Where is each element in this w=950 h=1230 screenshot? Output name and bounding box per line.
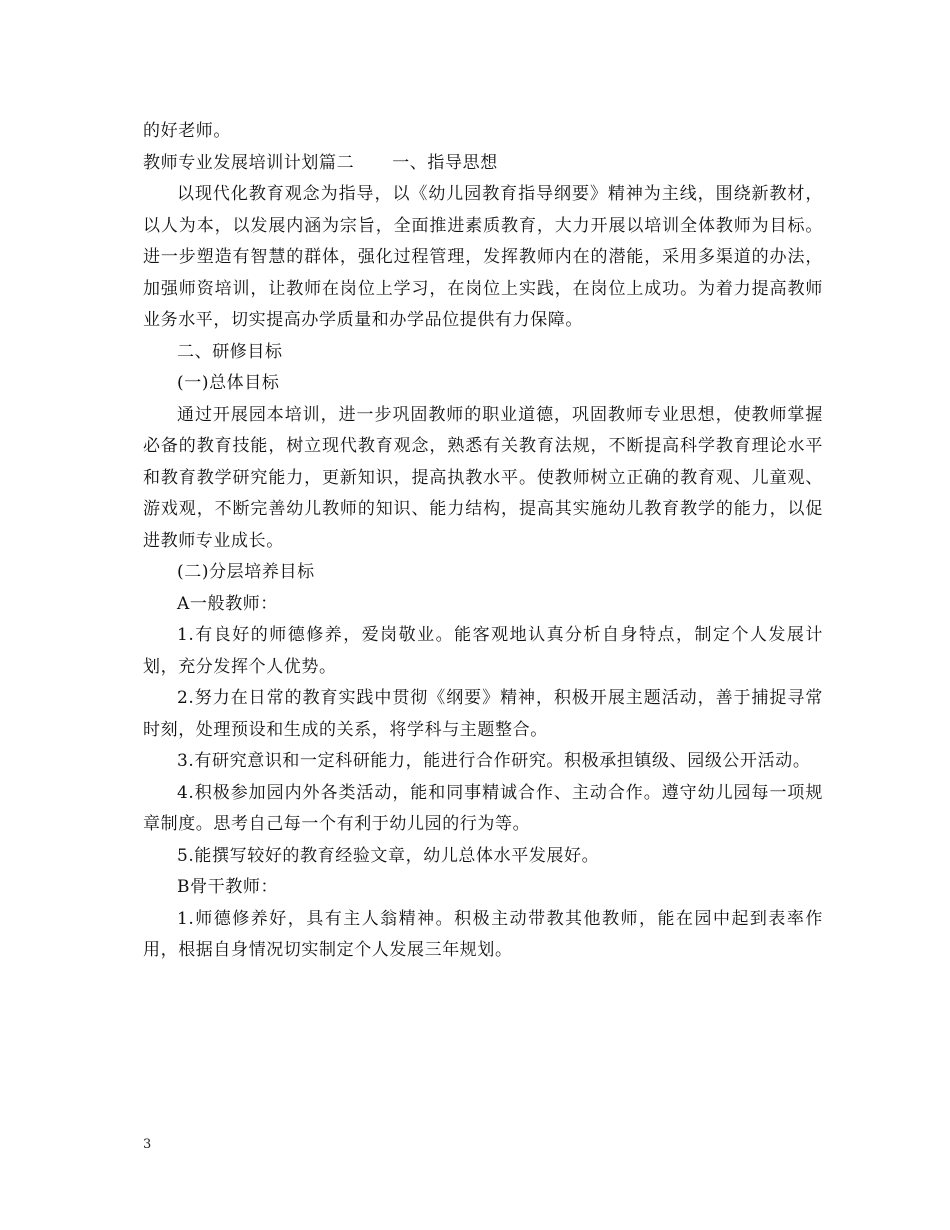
paragraph-guiding-ideology: 以现代化教育观念为指导，以《幼儿园教育指导纲要》精神为主线，围绕新教材，以人为本，以发展内涵为宗旨，全面推进素质教育，大力开展以培训全体教师为目标。进一步塑造有智慧的群体，强化过程管理，发挥教师内在的潜能，采用多渠道的办法，加强师资培训，让教师在岗位上学习，在岗位上实践，在岗位上成功。为着力提高教师业务水平，切实提高办学质量和办学品位提供有力保障。 <box>143 184 823 330</box>
section-heading-line <box>143 148 823 180</box>
list-item-general-4: 4.积极参加园内外各类活动，能和同事精诚合作、主动合作。遵守幼儿园每一项规章制度。思考自己每一个有利于幼儿园的行为等。 <box>143 782 823 834</box>
heading-training-goals: 二、研修目标 <box>177 341 283 362</box>
paragraph-overall-goals: 通过开展园本培训，进一步巩固教师的职业道德，巩固教师专业思想，使教师掌握必备的教育技能，树立现代教育观念，熟悉有关教育法规，不断提高科学教育理论水平和教育教学研究能力，更新知识，提高执教水平。使教师树立正确的教育观、儿童观、游戏观，不断完善幼儿教师的知识、能力结构，提高其实施幼儿教育教学的能力，以促进教师专业成长。 <box>143 404 823 551</box>
page-number: 3 <box>143 1137 152 1152</box>
heading-key-teachers: B骨干教师： <box>177 877 279 897</box>
paragraph-continuation: 的好老师。 <box>143 121 231 141</box>
list-item-general-1: 1.有良好的师德修养，爱岗敬业。能客观地认真分析自身特点，制定个人发展计划，充分发挥个人优势。 <box>143 625 823 677</box>
list-item-general-3: 3.有研究意识和一定科研能力，能进行合作研究。积极承担镇级、园级公开活动。 <box>177 751 811 771</box>
heading-general-teachers: A一般教师： <box>177 593 278 614</box>
list-item-general-2: 2.努力在日常的教育实践中贯彻《纲要》精神，积极开展主题活动，善于捕捉寻常时刻，处理预设和生成的关系，将学科与主题整合。 <box>143 688 823 740</box>
document-title: 教师专业发展培训计划篇二 <box>143 152 355 173</box>
list-item-general-5: 5.能撰写较好的教育经验文章，幼儿总体水平发展好。 <box>177 845 600 866</box>
heading-overall-goals: (一)总体目标 <box>177 373 280 393</box>
document-body <box>143 116 823 967</box>
list-item-key-1: 1.师德修养好，具有主人翁精神。积极主动带教其他教师，能在园中起到表率作用，根据自身情况切实制定个人发展三年规划。 <box>143 908 823 960</box>
heading-guiding-ideology: 一、指导思想 <box>392 152 498 173</box>
heading-tiered-goals: (二)分层培养目标 <box>177 562 315 582</box>
